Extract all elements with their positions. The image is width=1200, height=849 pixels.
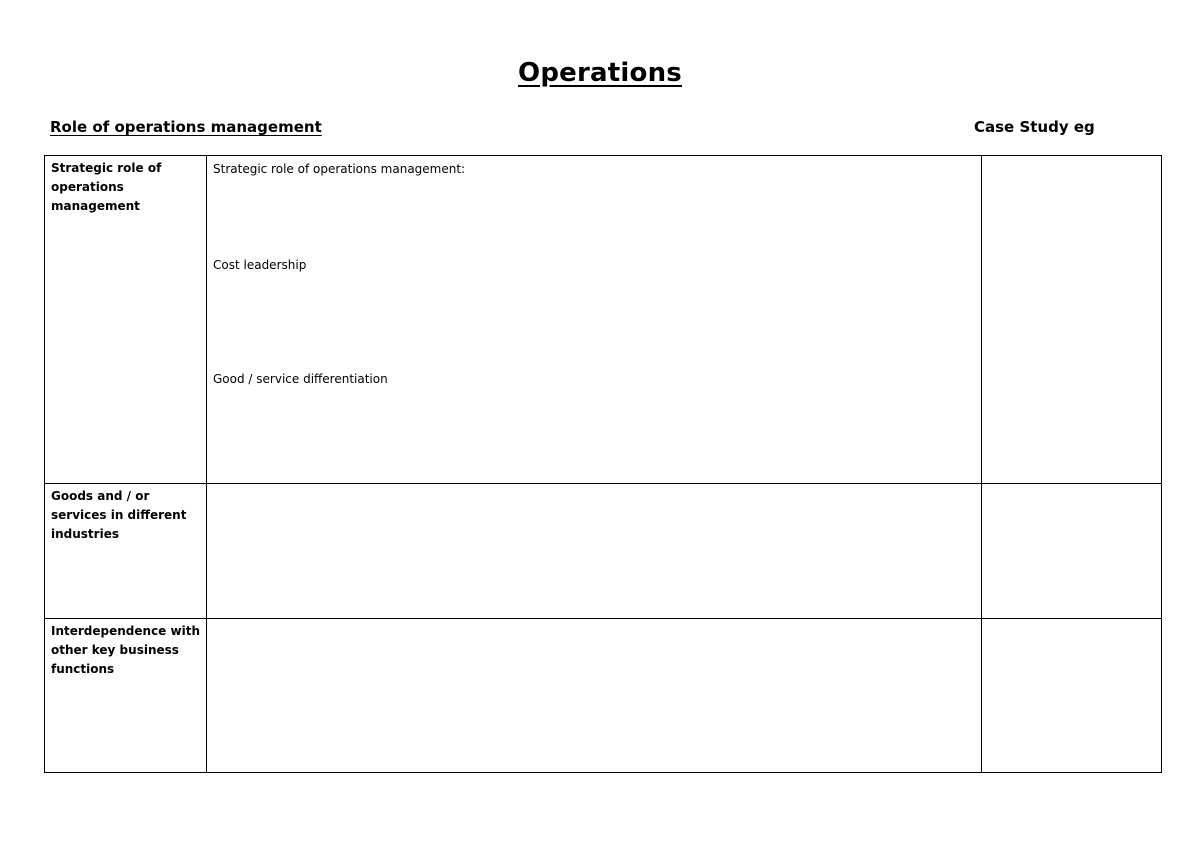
case-study-cell[interactable] [982, 156, 1162, 484]
section-heading: Role of operations management [50, 118, 322, 136]
table-row [45, 484, 1162, 619]
operations-worksheet-table [44, 155, 1162, 773]
table-row [45, 156, 1162, 484]
row-label-cell [45, 619, 207, 773]
row-label: Goods and / or services in different industries [51, 489, 187, 541]
note-text: Strategic role of operations management: [213, 162, 466, 176]
notes-cell[interactable] [207, 156, 982, 484]
note-text: Good / service differentiation [213, 372, 388, 386]
page-title: Operations [518, 58, 682, 88]
case-study-heading: Case Study eg [974, 118, 1095, 136]
row-label-cell [45, 484, 207, 619]
row-label-cell [45, 156, 207, 484]
note-text: Cost leadership [213, 258, 307, 272]
case-study-cell[interactable] [982, 619, 1162, 773]
row-label: Interdependence with other key business functions [51, 624, 200, 676]
row-label: Strategic role of operations management [51, 161, 162, 213]
case-study-cell[interactable] [982, 484, 1162, 619]
notes-cell[interactable] [207, 484, 982, 619]
notes-cell[interactable] [207, 619, 982, 773]
table-row [45, 619, 1162, 773]
